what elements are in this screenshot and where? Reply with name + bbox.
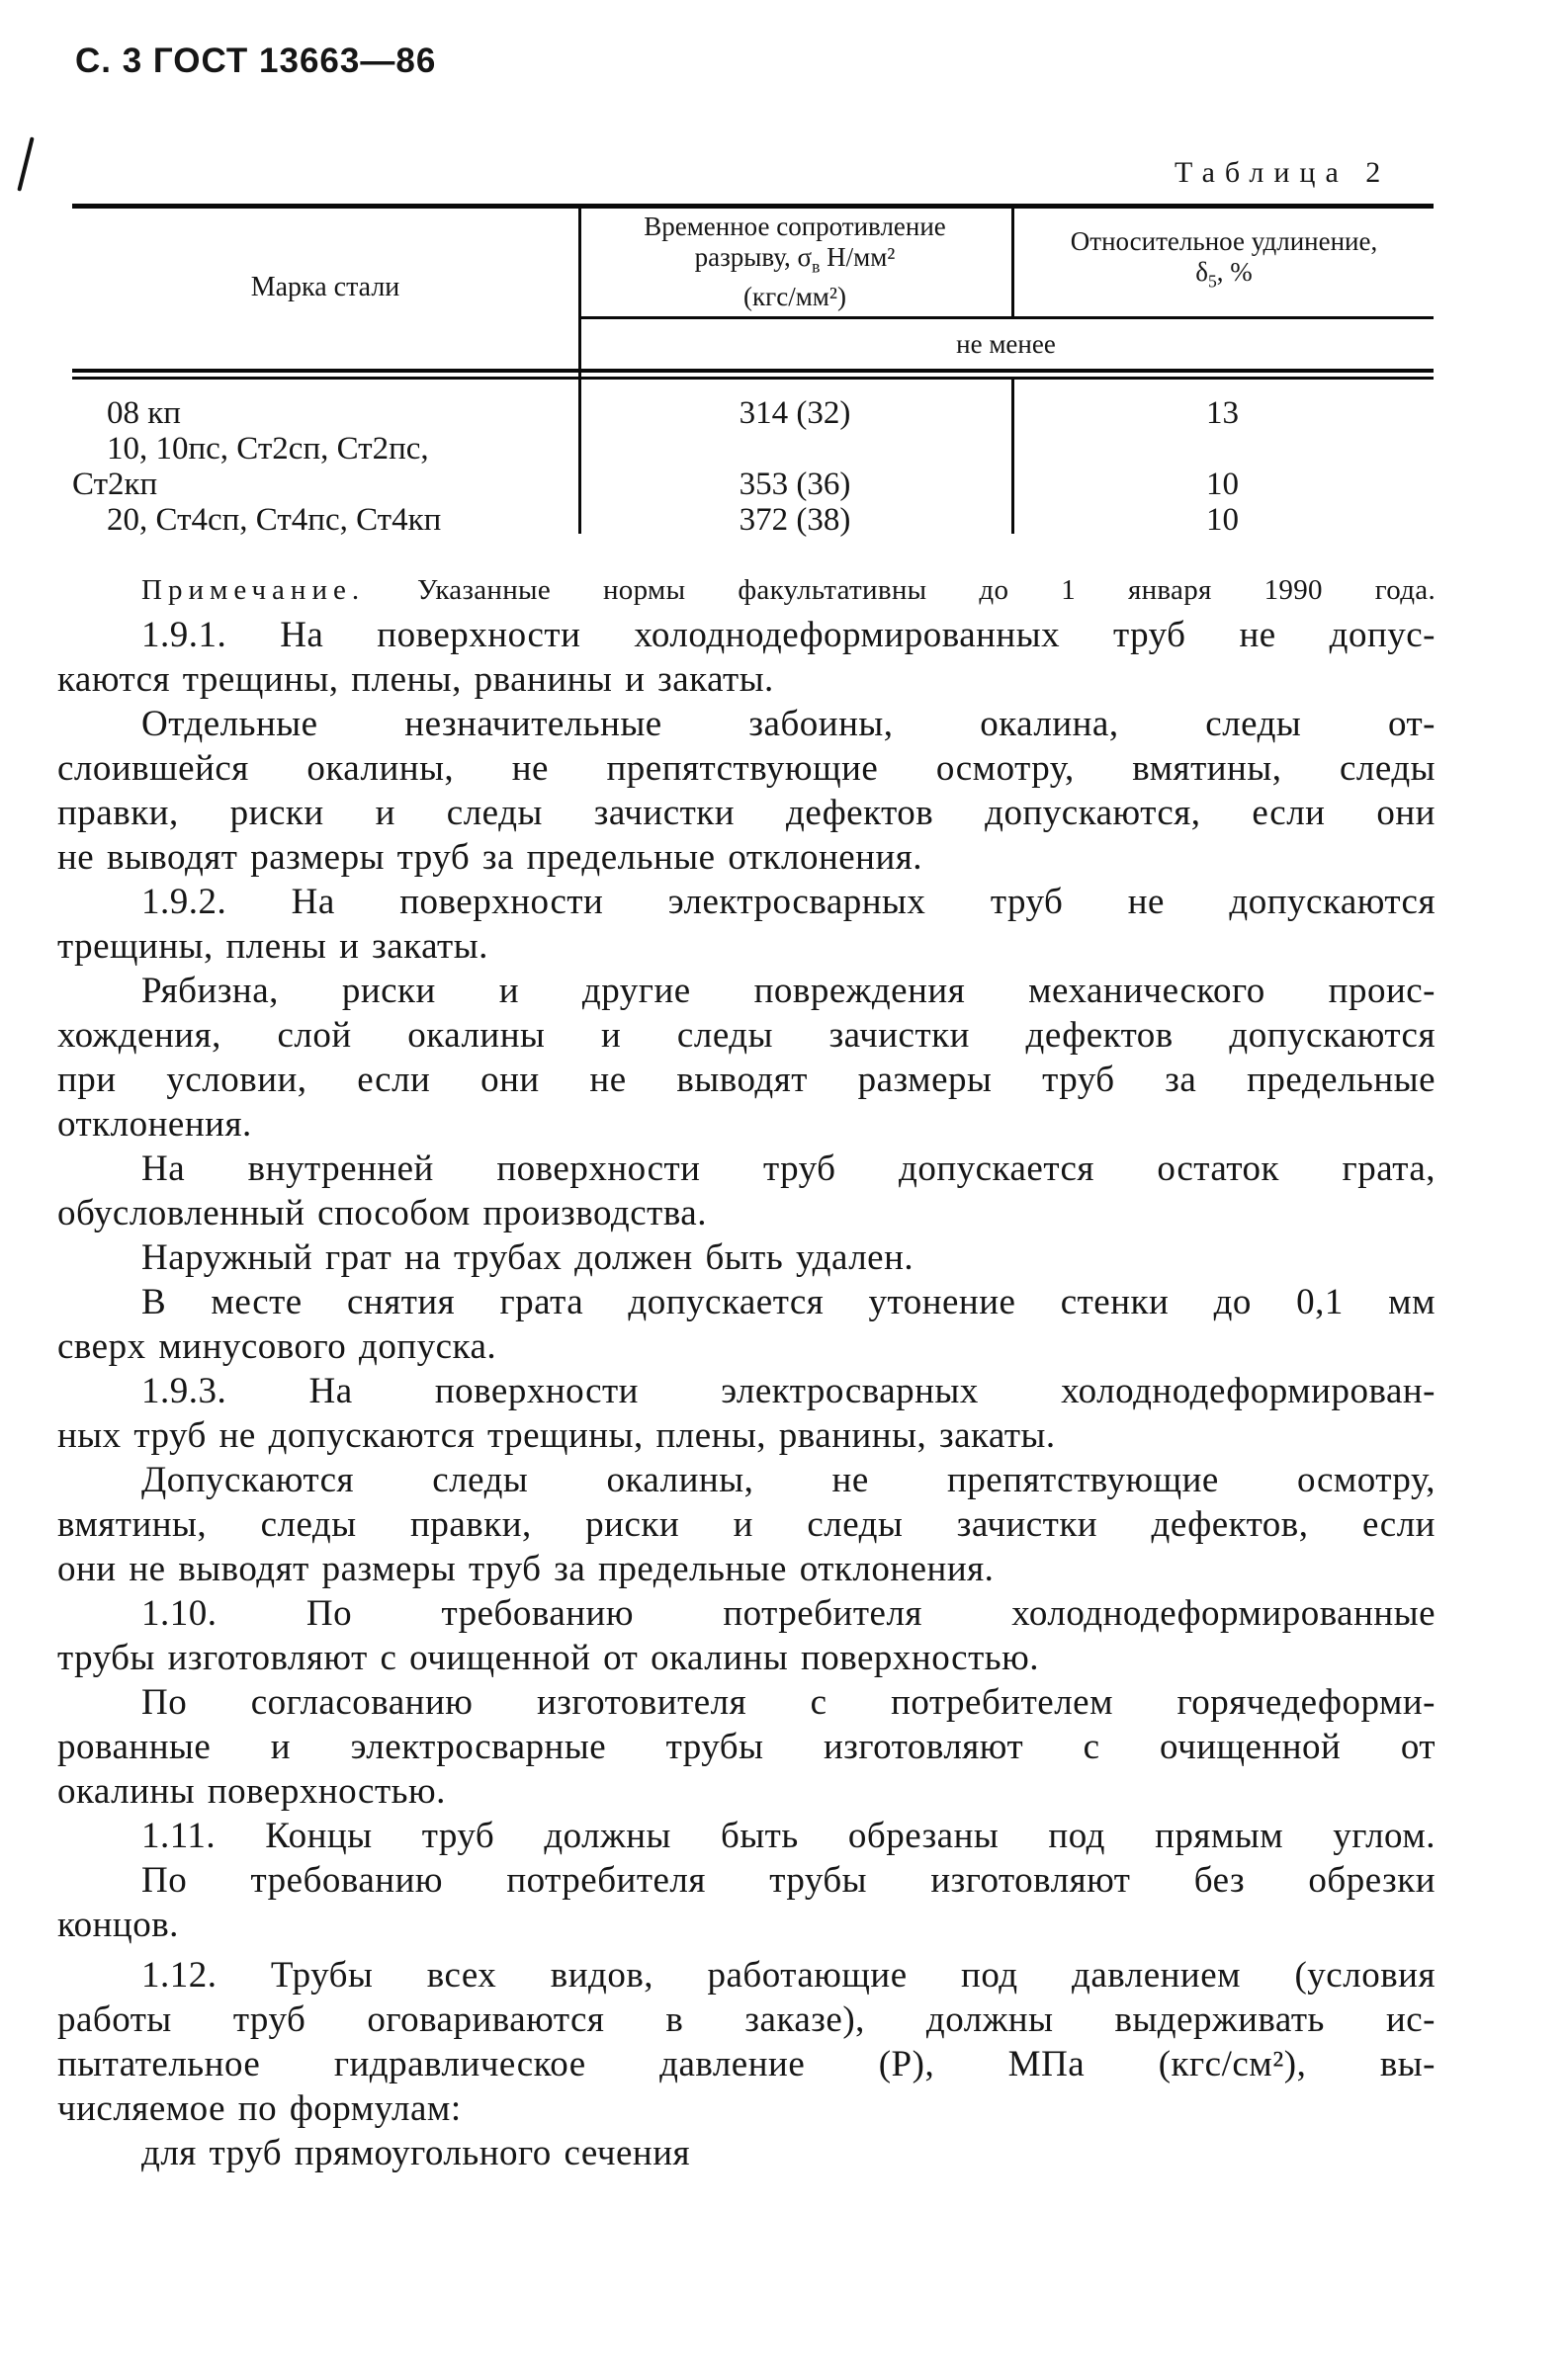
body-line: 1.9.1. На поверхности холоднодеформированных труб не допус- bbox=[141, 615, 1436, 655]
page-header: С. 3 ГОСТ 13663—86 bbox=[75, 42, 437, 80]
paragraph bbox=[57, 969, 1436, 1147]
body-line: По согласованию изготовителя с потребителем горячедеформи- bbox=[141, 1682, 1436, 1723]
paragraph bbox=[57, 1680, 1436, 1814]
paragraph bbox=[57, 1458, 1436, 1591]
body-line: работы труб оговариваются в заказе), должны выдерживать ис- bbox=[57, 1999, 1436, 2040]
body-line: По требованию потребителя трубы изготовляют без обрезки bbox=[141, 1860, 1436, 1901]
cell-steel-grade bbox=[72, 395, 578, 431]
col-header-elongation: Относительное удлинение, $\delta_5$, % bbox=[1070, 226, 1378, 292]
cell-elongation: 10 bbox=[1206, 502, 1239, 538]
body-line: отклонения. bbox=[57, 1104, 252, 1145]
body-line: 1.12. Трубы всех видов, работающие под давлением (условия bbox=[141, 1955, 1436, 1996]
col-header-tensile-strength: Временное сопротивление разрыву, $\sigma_в$ Н/мм² (кгс/мм²) bbox=[644, 211, 946, 312]
note-label: Примечание. bbox=[141, 574, 366, 606]
paragraph bbox=[57, 1591, 1436, 1680]
steel-grade-line: 20, Ст4сп, Ст4пс, Ст4кп bbox=[107, 502, 442, 538]
paragraph bbox=[57, 1953, 1436, 2131]
cell-elongation: 13 bbox=[1206, 395, 1239, 431]
steel-grade-line: 08 кп bbox=[107, 395, 181, 431]
steel-grade-line: Ст2кп bbox=[72, 467, 158, 502]
body-line: правки, риски и следы зачистки дефектов допускаются, если они bbox=[57, 793, 1436, 833]
body-line: На внутренней поверхности труб допускается остаток грата, bbox=[141, 1148, 1436, 1189]
body-line: обусловленный способом производства. bbox=[57, 1193, 707, 1233]
body-line: трубы изготовляют с очищенной от окалины поверхностью. bbox=[57, 1638, 1039, 1678]
paragraphs-container bbox=[57, 613, 1436, 2175]
body-line: рованные и электросварные трубы изготовляют с очищенной от bbox=[57, 1727, 1436, 1767]
body-line: окалины поверхностью. bbox=[57, 1771, 446, 1812]
paragraph bbox=[57, 613, 1436, 702]
body-line: сверх минусового допуска. bbox=[57, 1326, 497, 1367]
body-line: слоившейся окалины, не препятствующие осмотру, вмятины, следы bbox=[57, 748, 1436, 789]
paragraph bbox=[57, 1369, 1436, 1458]
double-rule bbox=[72, 377, 1434, 380]
body-text bbox=[57, 568, 1436, 2175]
table-body bbox=[72, 395, 1434, 538]
table-row bbox=[72, 502, 1434, 538]
table-subheader: не менее bbox=[956, 328, 1056, 359]
table-caption: Таблица 2 bbox=[1175, 156, 1391, 189]
steel-grade-table bbox=[72, 204, 1434, 540]
body-line: Наружный грат на трубах должен быть удален. bbox=[141, 1237, 914, 1278]
cell-steel-grade bbox=[72, 431, 578, 502]
cell-elongation: 10 bbox=[1206, 467, 1239, 502]
body-line: вмятины, следы правки, риски и следы зачистки дефектов, если bbox=[57, 1504, 1436, 1545]
body-line: числяемое по формулам: bbox=[57, 2088, 462, 2129]
body-line: хождения, слой окалины и следы зачистки дефектов допускаются bbox=[57, 1015, 1436, 1056]
body-line: В месте снятия грата допускается утонение стенки до 0,1 мм bbox=[141, 1282, 1436, 1322]
cell-tensile-strength: 353 (36) bbox=[739, 467, 851, 502]
body-line: 1.9.2. На поверхности электросварных труб не допускаются bbox=[141, 882, 1436, 922]
body-line: пытательное гидравлическое давление (Р), МПа (кгс/см²), вы- bbox=[57, 2044, 1436, 2084]
paragraph bbox=[57, 1147, 1436, 1235]
table-row bbox=[72, 395, 1434, 431]
note-text: Указанные нормы факультативны до 1 января 1990 года. bbox=[365, 574, 1436, 606]
paragraph bbox=[57, 1280, 1436, 1369]
body-line: Рябизна, риски и другие повреждения механического проис- bbox=[141, 971, 1436, 1011]
table-row bbox=[72, 431, 1434, 502]
scan-slash-mark bbox=[17, 136, 34, 191]
cell-tensile-strength: 372 (38) bbox=[739, 502, 851, 538]
cell-tensile-strength: 314 (32) bbox=[739, 395, 851, 431]
paragraph bbox=[57, 702, 1436, 880]
body-line: концов. bbox=[57, 1905, 179, 1945]
paragraph bbox=[57, 1235, 1436, 1280]
body-line: Отдельные незначительные забоины, окалина, следы от- bbox=[141, 704, 1436, 744]
paragraph bbox=[57, 880, 1436, 969]
steel-grade-line: 10, 10пс, Ст2сп, Ст2пс, bbox=[107, 431, 429, 467]
body-line: ных труб не допускаются трещины, плены, рванины, закаты. bbox=[57, 1415, 1056, 1456]
paragraph bbox=[57, 1858, 1436, 1947]
body-line: 1.9.3. На поверхности электросварных холоднодеформирован- bbox=[141, 1371, 1436, 1411]
body-line: трещины, плены и закаты. bbox=[57, 926, 488, 967]
body-line: Допускаются следы окалины, не препятствующие осмотру, bbox=[141, 1460, 1436, 1500]
body-line: они не выводят размеры труб за предельные отклонения. bbox=[57, 1549, 995, 1589]
col-header-steel-grade: Марка стали bbox=[250, 272, 400, 302]
paragraph bbox=[57, 2131, 1436, 2175]
body-line: не выводят размеры труб за предельные отклонения. bbox=[57, 837, 923, 878]
double-rule bbox=[72, 369, 1434, 373]
body-line: каются трещины, плены, рванины и закаты. bbox=[57, 659, 774, 700]
body-line: для труб прямоугольного сечения bbox=[141, 2133, 691, 2173]
body-line: 1.11. Концы труб должны быть обрезаны под прямым углом. bbox=[141, 1816, 1436, 1856]
paragraph bbox=[57, 1814, 1436, 1858]
body-line: 1.10. По требованию потребителя холоднодеформированные bbox=[141, 1593, 1436, 1634]
body-line: при условии, если они не выводят размеры труб за предельные bbox=[57, 1060, 1436, 1100]
cell-steel-grade bbox=[72, 502, 578, 538]
note bbox=[57, 568, 1436, 613]
